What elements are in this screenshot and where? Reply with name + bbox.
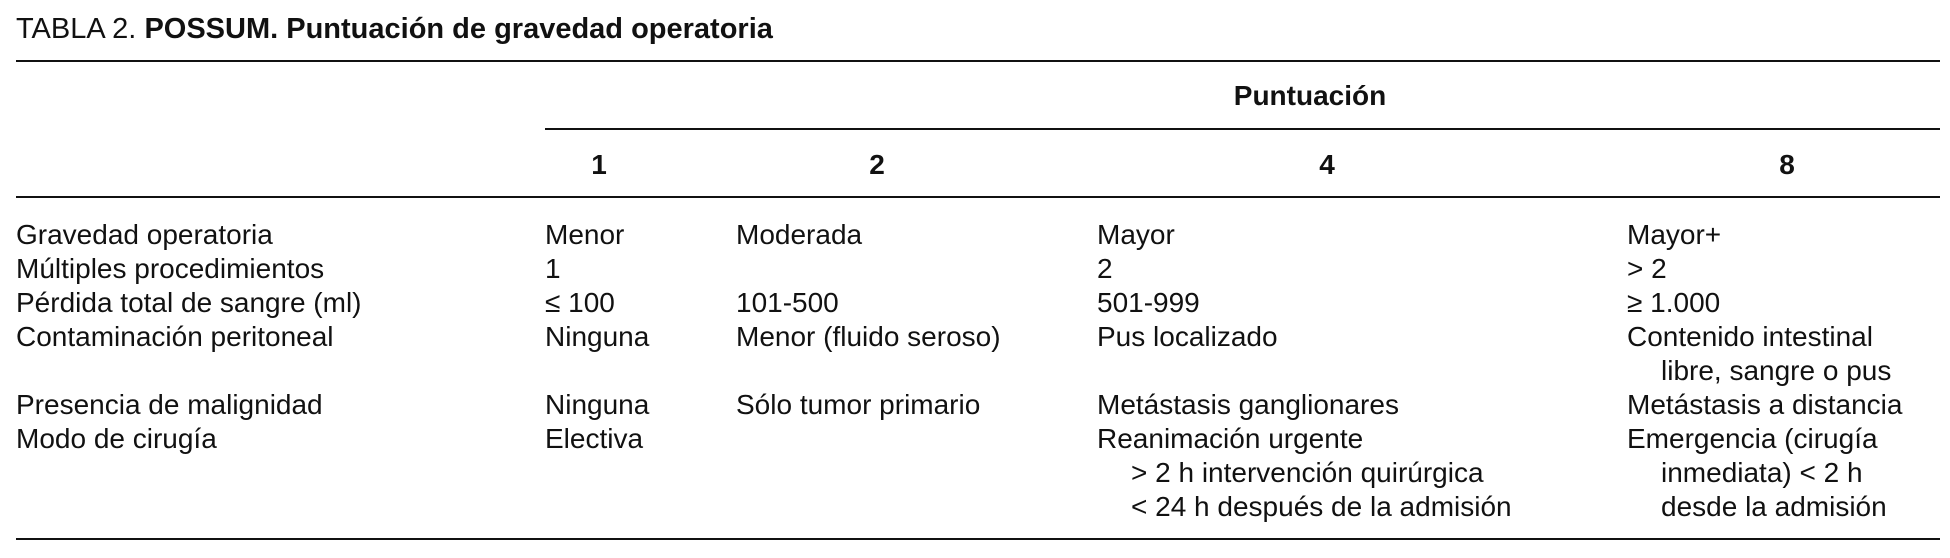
cell-gravedad-8 [1627, 218, 1721, 252]
cell-modo-8-line-1: Emergencia (cirugía [1627, 423, 1878, 454]
cell-multiples-8 [1627, 252, 1667, 286]
group-header-rule [545, 128, 1940, 130]
cell-gravedad-2: Moderada [736, 219, 863, 250]
row-label-modo: Modo de cirugía [16, 423, 217, 454]
cell-modo-4-line-1: Reanimación urgente [1097, 423, 1364, 454]
cell-contaminacion-4 [1097, 320, 1278, 354]
table-title [16, 10, 773, 48]
cell-perdida-8 [1627, 286, 1720, 320]
table-title-label: TABLA 2. [16, 13, 137, 45]
cell-multiples-4-line: 2 [1097, 253, 1113, 284]
cell-malignidad-4 [1097, 388, 1399, 422]
group-header: Puntuación [1233, 80, 1387, 111]
cell-contaminacion-4-line: Pus localizado [1097, 321, 1278, 352]
cell-multiples-4 [1097, 252, 1113, 286]
bottom-rule [16, 538, 1940, 540]
cell-modo-8 [1627, 422, 1887, 524]
cell-gravedad-8-line: Mayor+ [1627, 219, 1722, 250]
cell-gravedad-4 [1097, 218, 1175, 252]
header-rule [16, 196, 1940, 198]
column-header-2: 2 [869, 149, 885, 180]
cell-perdida-4 [1097, 286, 1200, 320]
cell-malignidad-8-line: Metástasis a distancia [1627, 389, 1903, 420]
column-header-8: 8 [1779, 149, 1795, 180]
cell-modo-4-line-3: < 24 h después de la admisión [1131, 491, 1512, 522]
cell-contaminacion-8-line-2: libre, sangre o pus [1661, 355, 1892, 386]
cell-perdida-2: 101-500 [736, 287, 839, 318]
row-label-gravedad: Gravedad operatoria [16, 219, 273, 250]
cell-malignidad-8 [1627, 388, 1902, 422]
cell-perdida-4-line: 501-999 [1097, 287, 1200, 318]
row-label-contaminacion: Contaminación peritoneal [16, 321, 334, 352]
cell-perdida-8-line: ≥ 1.000 [1627, 287, 1721, 318]
cell-modo-4-line-2: > 2 h intervención quirúrgica [1131, 457, 1484, 488]
cell-perdida-1: ≤ 100 [545, 287, 615, 318]
table-title-text: POSSUM. Puntuación de gravedad operatoria [144, 13, 773, 45]
cell-malignidad-2: Sólo tumor primario [736, 389, 981, 420]
cell-malignidad-4-line: Metástasis ganglionares [1097, 389, 1399, 420]
row-label-perdida: Pérdida total de sangre (ml) [16, 287, 362, 318]
row-label-malignidad: Presencia de malignidad [16, 389, 323, 420]
cell-gravedad-1: Menor [545, 219, 625, 250]
top-rule [16, 60, 1940, 62]
cell-contaminacion-2: Menor (fluido seroso) [736, 321, 1001, 352]
cell-modo-8-line-3: desde la admisión [1661, 491, 1887, 522]
column-header-4: 4 [1319, 149, 1335, 180]
cell-contaminacion-8-line-1: Contenido intestinal [1627, 321, 1873, 352]
cell-multiples-8-line: > 2 [1627, 253, 1667, 284]
row-label-multiples: Múltiples procedimientos [16, 253, 325, 284]
column-header-1: 1 [591, 149, 607, 180]
cell-malignidad-1: Ninguna [545, 389, 650, 420]
cell-multiples-1: 1 [545, 253, 561, 284]
cell-modo-1: Electiva [545, 423, 644, 454]
cell-contaminacion-8 [1627, 320, 1891, 388]
cell-contaminacion-1: Ninguna [545, 321, 650, 352]
cell-modo-4 [1097, 422, 1512, 524]
cell-modo-8-line-2: inmediata) < 2 h [1661, 457, 1863, 488]
cell-gravedad-4-line: Mayor [1097, 219, 1175, 250]
